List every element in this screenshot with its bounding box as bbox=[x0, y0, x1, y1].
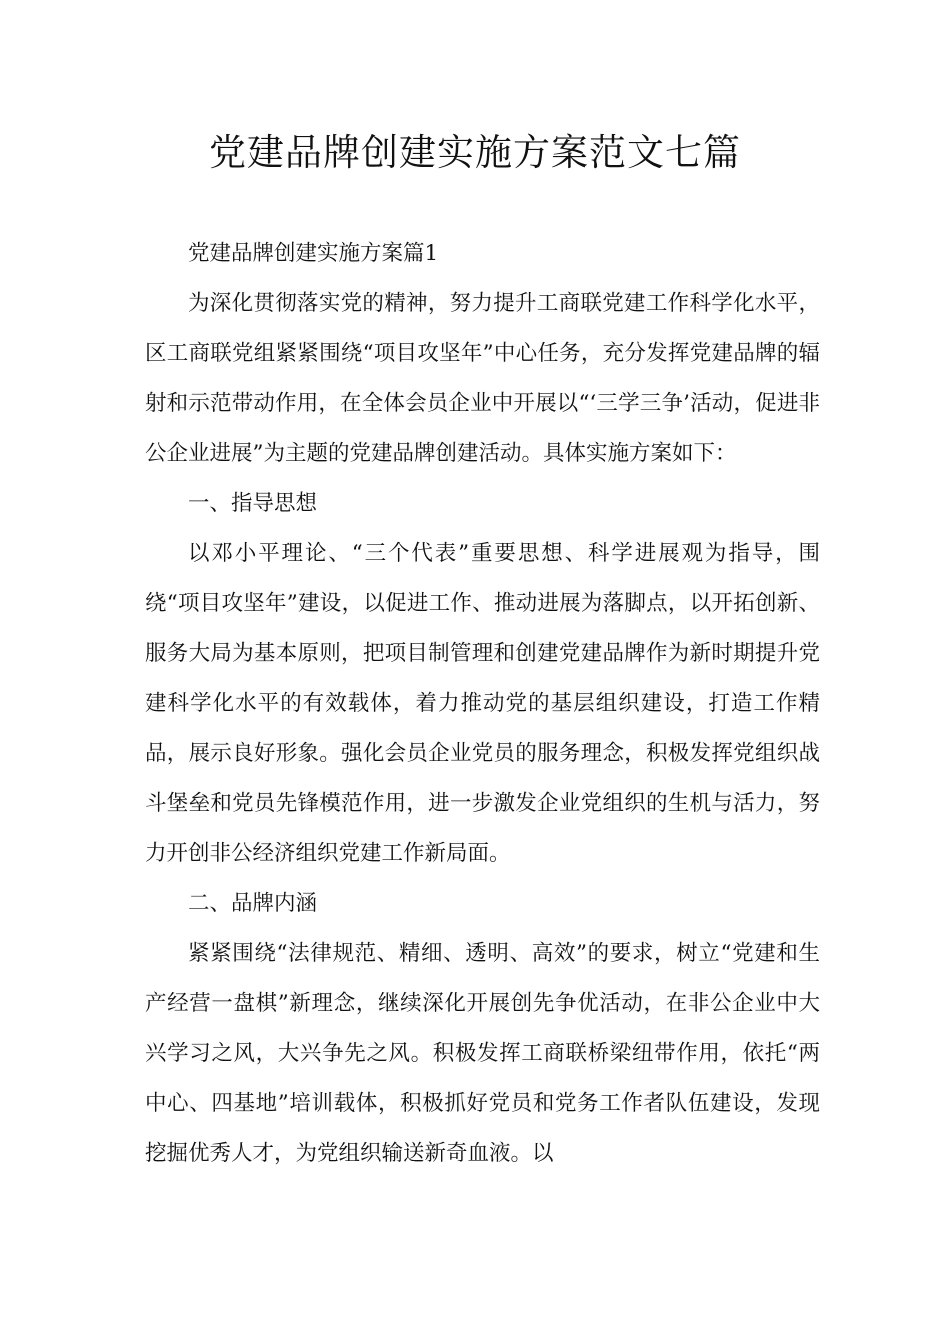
intro-paragraph: 为深化贯彻落实党的精神，努力提升工商联党建工作科学化水平，区工商联党组紧紧围绕“项目攻坚年”中心任务，充分发挥党建品牌的辐射和示范带动作用，在全体会员企业中开展以“‘三学三争’活动，促进非公企业进展”为主题的党建品牌创建活动。具体实施方案如下： bbox=[145, 291, 820, 466]
document-title: 党建品牌创建实施方案范文七篇 bbox=[209, 131, 741, 174]
heading-guiding-ideology: 一、指导思想 bbox=[188, 491, 318, 516]
guiding-ideology-paragraph: 以邓小平理论、“三个代表”重要思想、科学进展观为指导，围绕“项目攻坚年”建设，以促进工作、推动进展为落脚点，以开拓创新、服务大局为基本原则，把项目制管理和创建党建品牌作为新时期提升党建科学化水平的有效载体，着力推动党的基层组织建设，打造工作精品，展示良好形象。强化会员企业党员的服务理念，积极发挥党组织战斗堡垒和党员先锋模范作用，进一步激发企业党组织的生机与活力，努力开创非公经济组织党建工作新局面。 bbox=[145, 541, 820, 866]
section-subtitle: 党建品牌创建实施方案篇1 bbox=[188, 241, 439, 266]
heading-brand-connotation: 二、品牌内涵 bbox=[188, 891, 318, 916]
brand-connotation-paragraph: 紧紧围绕“法律规范、精细、透明、高效”的要求，树立“党建和生产经营一盘棋”新理念，继续深化开展创先争优活动，在非公企业中大兴学习之风，大兴争先之风。积极发挥工商联桥梁纽带作用，依托“两中心、四基地”培训载体，积极抓好党员和党务工作者队伍建设，发现挖掘优秀人才，为党组织输送新奇血液。以 bbox=[145, 941, 820, 1166]
document-body bbox=[145, 229, 820, 1179]
